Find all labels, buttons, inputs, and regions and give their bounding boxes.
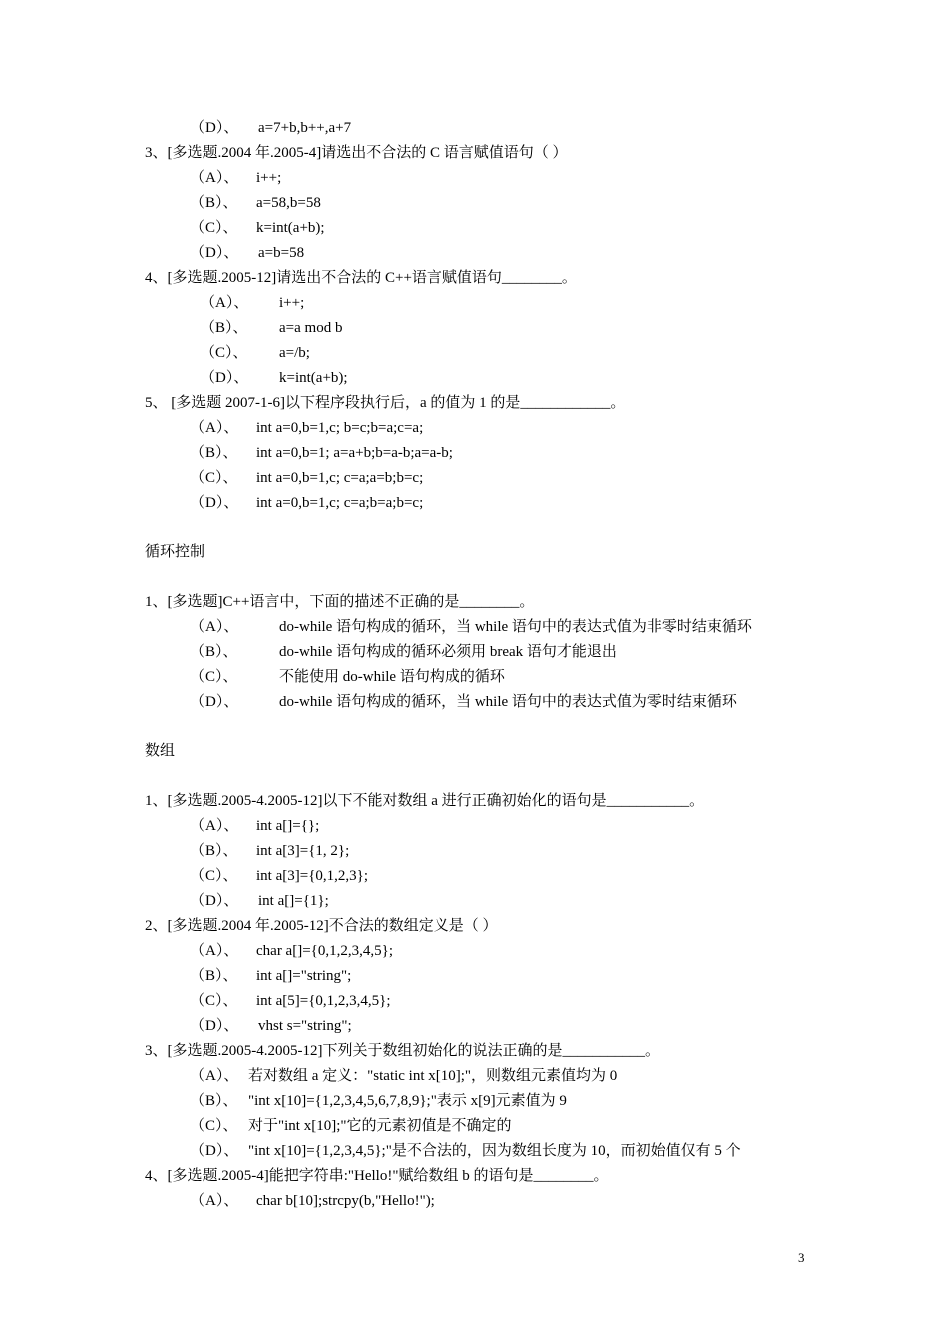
section-heading: 循环控制: [145, 544, 206, 560]
option-label: （A）、: [190, 943, 239, 959]
option-label: （C）、: [190, 470, 238, 486]
option-label: （A）、: [190, 420, 239, 436]
option-label: （D）、: [190, 1018, 239, 1034]
option-label: （B）、: [190, 1093, 238, 1109]
option-text: do-while 语句构成的循环必须用 break 语句才能退出: [279, 644, 617, 660]
option-text: 若对数组 a 定义："static int x[10];"，则数组元素值均为 0: [248, 1068, 618, 1084]
option-text: 不能使用 do-while 语句构成的循环: [279, 669, 505, 685]
option-text: a=a mod b: [279, 320, 343, 336]
option-label: （C）、: [190, 669, 238, 685]
option-text: int a[]={};: [256, 818, 320, 834]
section-heading: 数组: [145, 743, 176, 759]
option-label: （C）、: [200, 345, 248, 361]
option-label: （C）、: [190, 1118, 238, 1134]
option-text: do-while 语句构成的循环，当 while 语句中的表达式值为非零时结束循环: [279, 619, 752, 635]
option-text: i++;: [256, 170, 282, 186]
option-text: a=58,b=58: [256, 195, 321, 211]
question-title: 1、[多选题.2005-4.2005-12]以下不能对数组 a 进行正确初始化的语句是___________。: [145, 793, 705, 809]
question-title: 3、[多选题.2004 年.2005-4]请选出不合法的 C 语言赋值语句（ ）: [145, 145, 568, 161]
option-label: （D）、: [190, 1143, 239, 1159]
option-label: （D）、: [190, 694, 239, 710]
option-label: （A）、: [190, 1068, 239, 1084]
option-label: （D）、: [190, 893, 239, 909]
option-text: a=b=58: [258, 245, 305, 261]
question-title: 3、[多选题.2005-4.2005-12]下列关于数组初始化的说法正确的是___________。: [145, 1043, 660, 1059]
option-label: （B）、: [190, 843, 238, 859]
option-text: int a=0,b=1,c; c=a;b=a;b=c;: [256, 495, 424, 511]
option-text: char b[10];strcpy(b,"Hello!");: [256, 1193, 435, 1209]
option-text: a=/b;: [279, 345, 310, 361]
option-label: （B）、: [190, 968, 238, 984]
option-text: "int x[10]={1,2,3,4,5,6,7,8,9};"表示 x[9]元素值为 9: [248, 1093, 567, 1109]
option-text: int a[3]={1, 2};: [256, 843, 350, 859]
option-text: int a[5]={0,1,2,3,4,5};: [256, 993, 391, 1009]
option-text: k=int(a+b);: [256, 220, 325, 236]
option-text: char a[]={0,1,2,3,4,5};: [256, 943, 393, 959]
option-text: "int x[10]={1,2,3,4,5};"是不合法的，因为数组长度为 10，而初始值仅有 5 个: [248, 1143, 741, 1159]
option-label: （D）、: [190, 245, 239, 261]
option-label: （D）、: [190, 495, 239, 511]
option-text: int a[3]={0,1,2,3};: [256, 868, 369, 884]
question-title: 4、[多选题.2005-4]能把字符串:"Hello!"赋给数组 b 的语句是________。: [145, 1168, 609, 1184]
page-number: 3: [798, 1250, 805, 1265]
option-label: （C）、: [190, 993, 238, 1009]
option-text: int a[]={1};: [258, 893, 329, 909]
question-title: 4、[多选题.2005-12]请选出不合法的 C++语言赋值语句________。: [145, 270, 577, 286]
option-text: int a=0,b=1; a=a+b;b=a-b;a=a-b;: [256, 445, 453, 461]
option-label: （A）、: [190, 818, 239, 834]
option-label: （B）、: [200, 320, 248, 336]
option-label: （B）、: [190, 195, 238, 211]
option-text: 对于"int x[10];"它的元素初值是不确定的: [248, 1118, 512, 1134]
option-text: int a=0,b=1,c; b=c;b=a;c=a;: [256, 420, 424, 436]
option-label: （A）、: [190, 619, 239, 635]
option-text: vhst s="string";: [258, 1018, 352, 1034]
option-label: （D）、: [190, 120, 239, 136]
option-label: （C）、: [190, 868, 238, 884]
question-title: 5、 [多选题 2007-1-6]以下程序段执行后，a 的值为 1 的是____________。: [145, 395, 626, 411]
option-text: i++;: [279, 295, 305, 311]
option-label: （B）、: [190, 644, 238, 660]
option-label: （C）、: [190, 220, 238, 236]
option-text: do-while 语句构成的循环，当 while 语句中的表达式值为零时结束循环: [279, 694, 737, 710]
option-label: （A）、: [200, 295, 249, 311]
option-label: （A）、: [190, 170, 239, 186]
option-text: a=7+b,b++,a+7: [258, 120, 352, 136]
option-label: （A）、: [190, 1193, 239, 1209]
question-title: 1、[多选题]C++语言中，下面的描述不正确的是________。: [145, 594, 535, 610]
option-text: k=int(a+b);: [279, 370, 348, 386]
option-label: （D）、: [200, 370, 249, 386]
question-title: 2、[多选题.2004 年.2005-12]不合法的数组定义是（ ）: [145, 918, 498, 934]
option-text: int a=0,b=1,c; c=a;a=b;b=c;: [256, 470, 424, 486]
option-label: （B）、: [190, 445, 238, 461]
option-text: int a[]="string";: [256, 968, 352, 984]
